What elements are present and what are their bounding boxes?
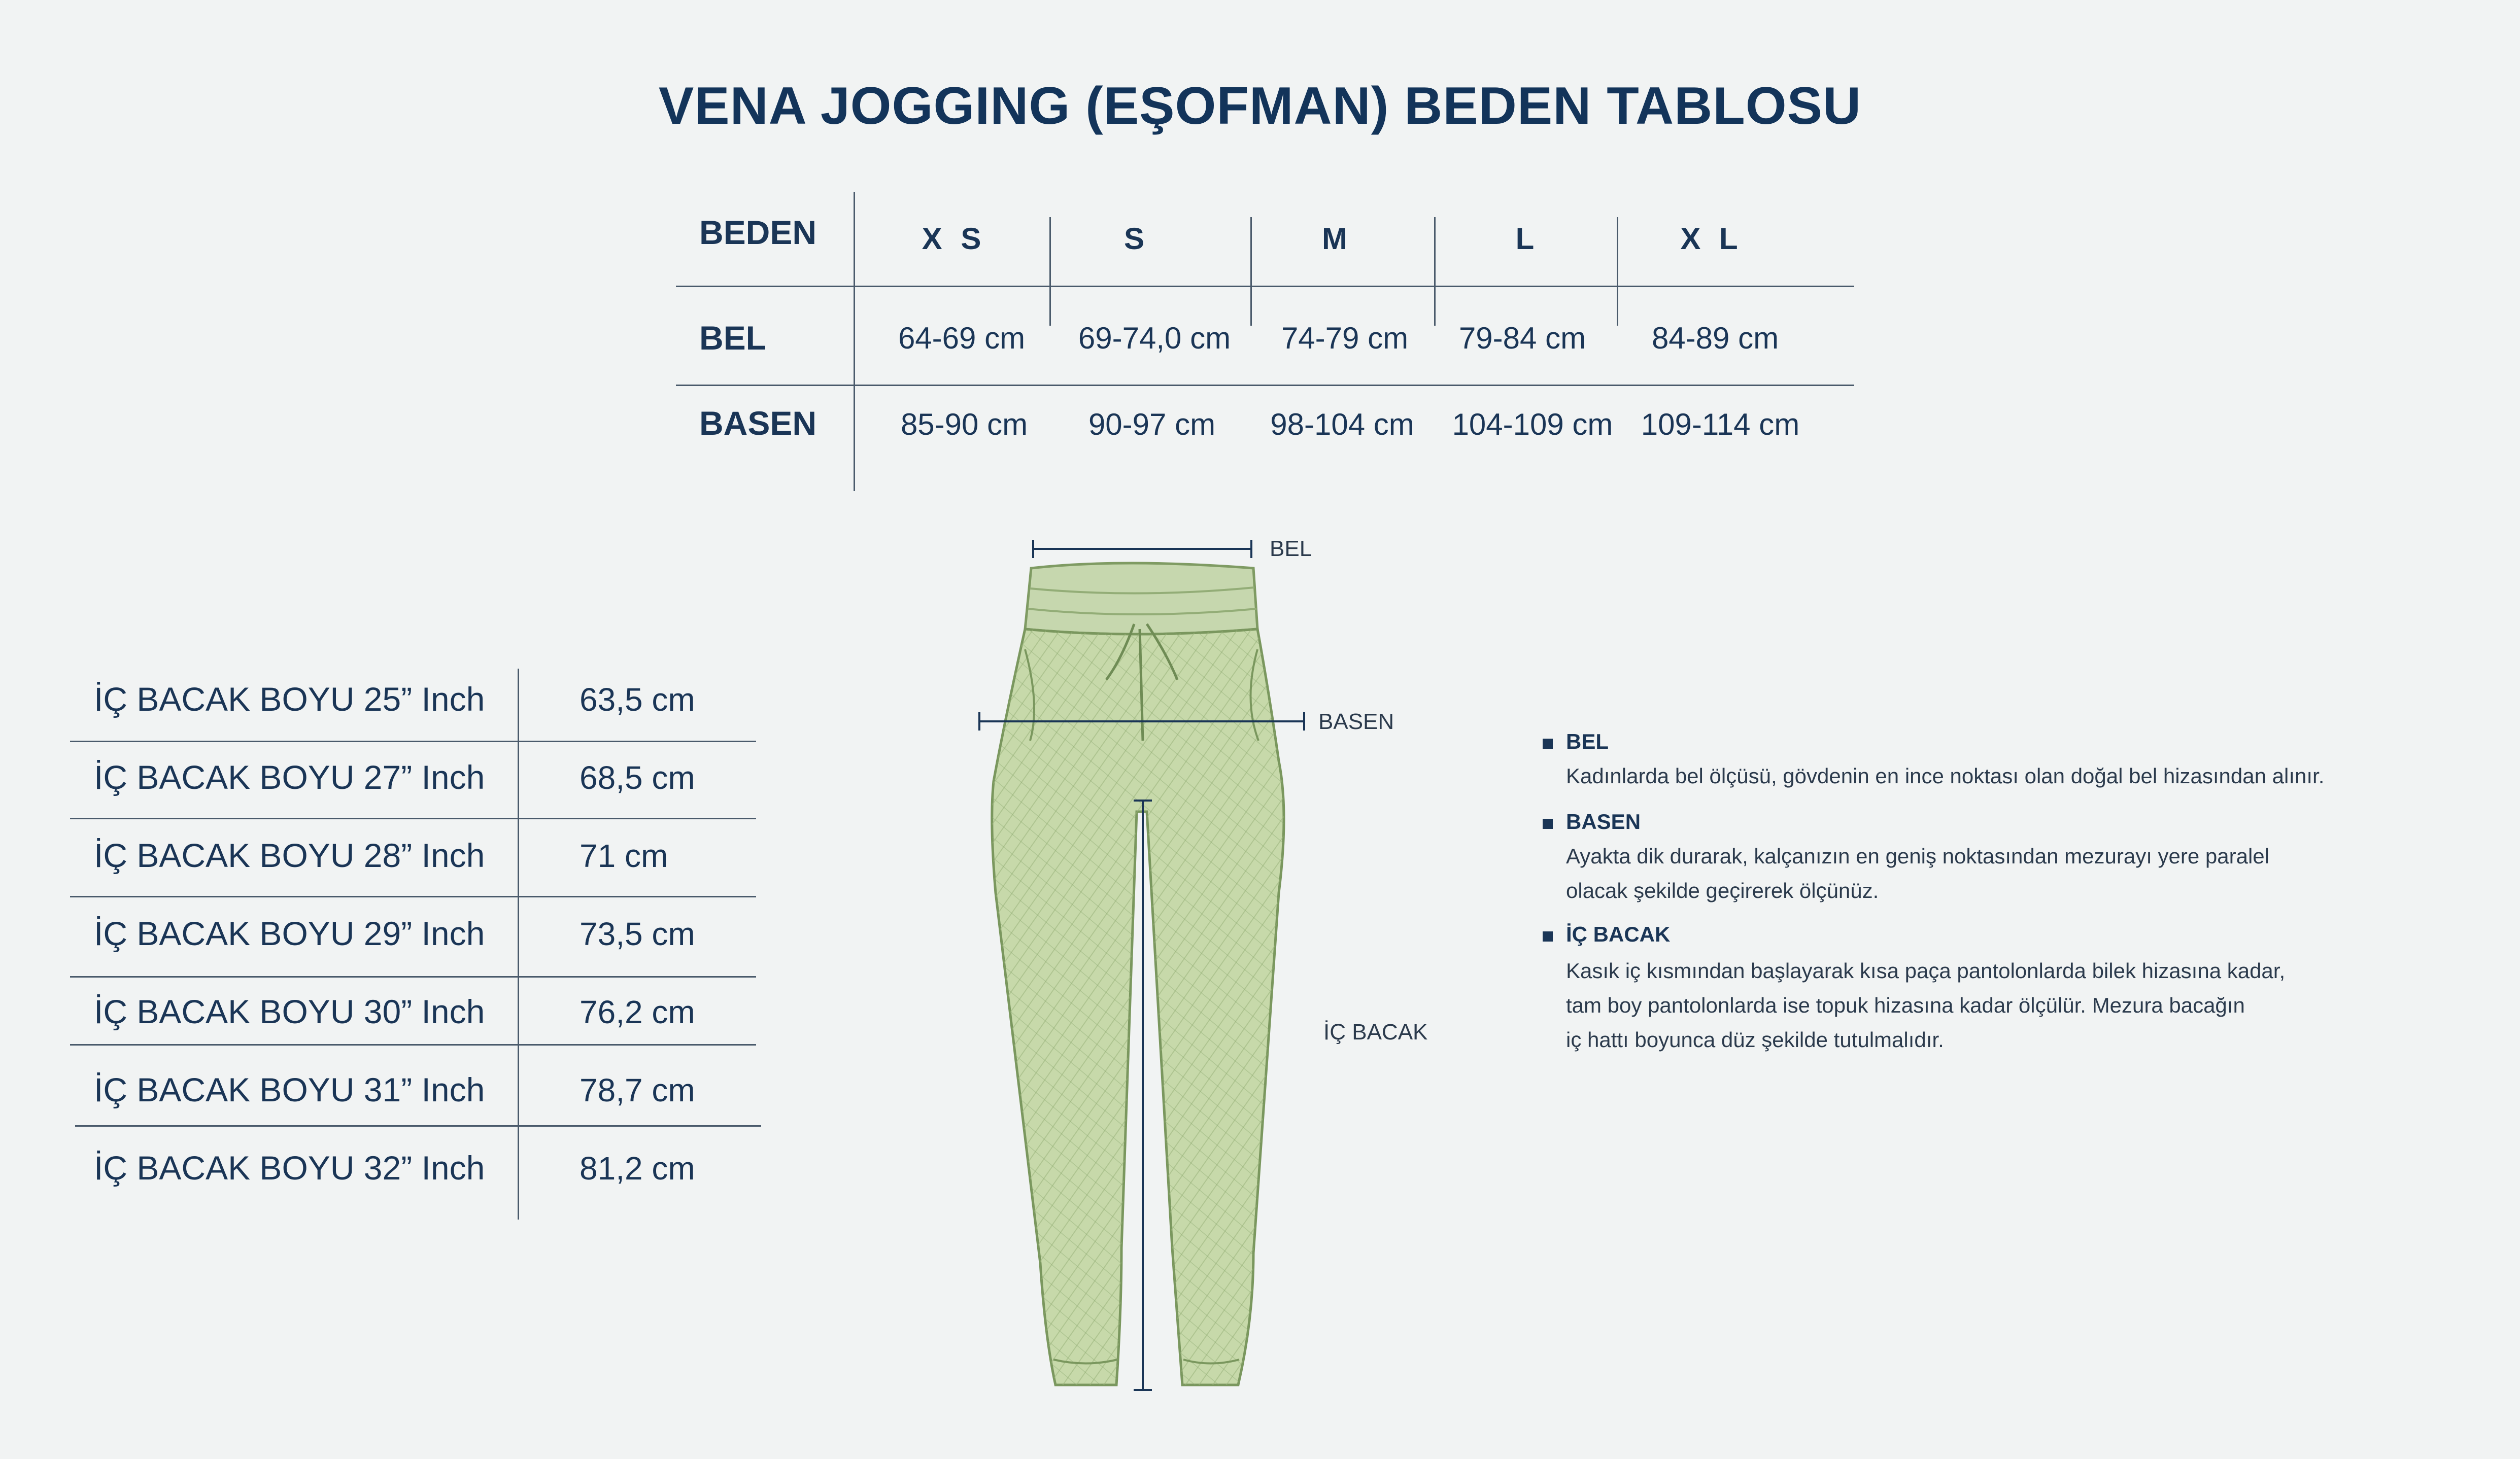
inseam-table-rule	[70, 976, 756, 978]
guide-text: iç hattı boyunca düz şekilde tutulmalıdır.	[1566, 1028, 1944, 1052]
hip-m: 98-104 cm	[1270, 407, 1414, 441]
hip-dim-label: BASEN	[1318, 709, 1394, 734]
size-s: S	[1123, 222, 1150, 256]
size-table-rule	[676, 385, 1854, 386]
size-table-divider	[1434, 217, 1436, 326]
inseam-label: İÇ BACAK BOYU 28” Inch	[94, 837, 485, 874]
size-table-divider	[1049, 217, 1051, 326]
hip-s: 90-97 cm	[1088, 407, 1216, 441]
inseam-label: İÇ BACAK BOYU 30” Inch	[94, 993, 485, 1030]
size-table-divider	[1617, 217, 1618, 326]
waist-m: 74-79 cm	[1281, 321, 1409, 355]
inseam-label: İÇ BACAK BOYU 29” Inch	[94, 915, 485, 952]
size-l: L	[1515, 222, 1540, 256]
row-label-hip: BASEN	[699, 404, 817, 442]
size-m: M	[1322, 222, 1352, 256]
size-table-rule	[676, 286, 1854, 287]
inseam-value: 63,5 cm	[580, 681, 695, 718]
bullet-icon	[1543, 931, 1553, 942]
inseam-table-divider	[518, 669, 519, 1220]
guide-heading-inseam: İÇ BACAK	[1566, 922, 1671, 946]
inseam-table-rule	[70, 896, 756, 897]
page-title: VENA JOGGING (EŞOFMAN) BEDEN TABLOSU	[658, 77, 1862, 135]
waist-l: 79-84 cm	[1458, 321, 1586, 355]
inseam-label: İÇ BACAK BOYU 32” Inch	[94, 1149, 485, 1187]
guide-text: olacak şekilde geçirerek ölçünüz.	[1566, 879, 1879, 902]
guide-heading-waist: BEL	[1566, 730, 1609, 753]
inseam-dim-label: İÇ BACAK	[1323, 1020, 1428, 1045]
waist-xs: 64-69 cm	[898, 321, 1026, 355]
waist-s: 69-74,0 cm	[1078, 321, 1231, 355]
waistband	[1025, 563, 1257, 634]
guide-text: tam boy pantolonlarda ise topuk hizasına kadar ölçülür. Mezura bacağın	[1566, 993, 2245, 1017]
inseam-value: 76,2 cm	[580, 994, 695, 1030]
size-header-label: BEDEN	[699, 214, 817, 251]
size-xs: X S	[922, 222, 986, 256]
guide-text: Ayakta dik durarak, kalçanızın en geniş noktasından mezurayı yere paralel	[1566, 844, 2269, 868]
bullet-icon	[1543, 819, 1553, 829]
pants-illustration	[954, 528, 1411, 1400]
inseam-label: İÇ BACAK BOYU 27” Inch	[94, 758, 485, 796]
guide-text: Kasık iç kısmından başlayarak kısa paça pantolonlarda bilek hizasına kadar,	[1566, 959, 2286, 983]
size-table-divider	[1250, 217, 1252, 326]
hip-l: 104-109 cm	[1452, 407, 1613, 441]
inseam-value: 71 cm	[580, 838, 668, 874]
bullet-icon	[1543, 739, 1553, 749]
inseam-table-rule	[70, 818, 756, 819]
inseam-table-rule	[70, 1044, 756, 1046]
inseam-value: 78,7 cm	[580, 1072, 695, 1108]
inseam-label: İÇ BACAK BOYU 31” Inch	[94, 1071, 485, 1108]
inseam-table-rule	[70, 741, 756, 742]
guide-text: Kadınlarda bel ölçüsü, gövdenin en ince noktası olan doğal bel hizasından alınır.	[1566, 764, 2325, 788]
size-table-divider	[854, 192, 855, 491]
size-xl: X L	[1680, 222, 1743, 256]
waist-xl: 84-89 cm	[1651, 321, 1779, 355]
row-label-waist: BEL	[699, 319, 766, 357]
hip-xl: 109-114 cm	[1641, 407, 1800, 441]
inseam-table-rule	[75, 1125, 761, 1127]
inseam-label: İÇ BACAK BOYU 25” Inch	[94, 680, 485, 718]
waist-dim-label: BEL	[1270, 536, 1312, 561]
inseam-value: 68,5 cm	[580, 759, 695, 796]
guide-heading-hip: BASEN	[1566, 810, 1641, 833]
inseam-value: 81,2 cm	[580, 1150, 695, 1187]
inseam-value: 73,5 cm	[580, 916, 695, 952]
hip-xs: 85-90 cm	[900, 407, 1028, 441]
